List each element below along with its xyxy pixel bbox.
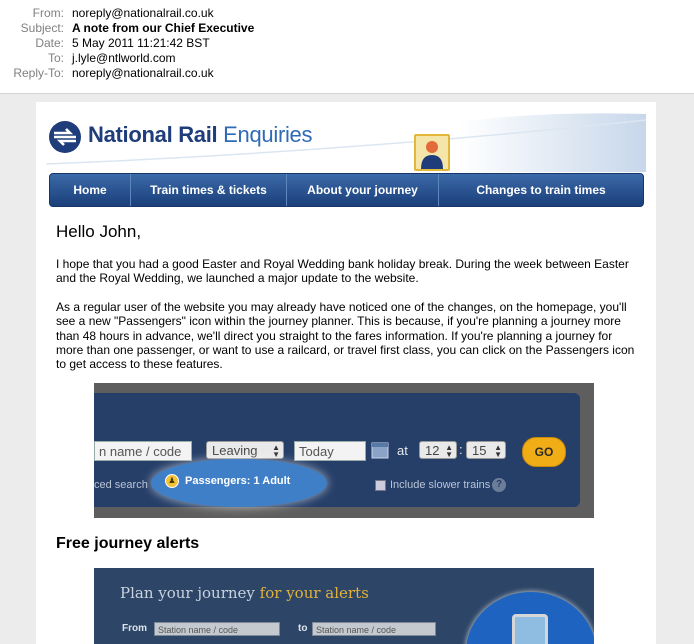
leaving-select xyxy=(206,441,284,459)
header-label: To: xyxy=(47,51,64,65)
passengers-highlight xyxy=(151,459,327,507)
avatar xyxy=(414,134,450,171)
header-value[interactable]: noreply@nationalrail.co.uk xyxy=(72,6,214,20)
go-button: GO xyxy=(522,437,566,467)
banner xyxy=(46,112,646,172)
paragraph-2: As a regular user of the website you may already have noticed one of the changes, on the homepage, you'll see a new "Passengers" icon within the journey planner. This is because, if you're planning a journey more than 48 hours in advance, we'll direct you straight to the fares information. If you're planning a journey for more than one passenger, or want to use a railcard, or travel first class, you can click on the Passengers icon to get access to these features. xyxy=(56,300,635,372)
stepper-arrows-icon: ▲ ▼ xyxy=(272,443,280,459)
advanced-search-link: ced search xyxy=(94,479,148,491)
person-icon xyxy=(416,136,448,169)
time-colon: : xyxy=(459,442,463,457)
nav-train-times[interactable]: Train times & tickets xyxy=(150,183,267,197)
minute-value: 15 xyxy=(472,443,487,458)
date-field: Today xyxy=(294,441,366,461)
header-label: Subject: xyxy=(20,21,64,35)
hour-value: 12 xyxy=(425,443,440,458)
minute-select xyxy=(466,441,506,459)
from-label: From xyxy=(122,623,147,634)
section-heading: Free journey alerts xyxy=(56,535,200,552)
passengers-label: Passengers: 1 Adult xyxy=(185,475,291,487)
plan-title-part-2: for your alerts xyxy=(259,584,369,602)
mobile-phone-icon xyxy=(512,614,548,644)
header-label: Reply-To: xyxy=(13,66,64,80)
brand-part-1: National Rail xyxy=(88,122,218,147)
to-label: to xyxy=(298,623,308,634)
passengers-icon: ♟ xyxy=(165,474,179,488)
at-label: at xyxy=(397,443,408,458)
header-label: From: xyxy=(32,6,64,20)
paragraph-1: I hope that you had a good Easter and Royal Wedding bank holiday break. During the week between Easter and the Royal Wedding, we launched a major update to the website. xyxy=(56,257,629,286)
nav-home[interactable]: Home xyxy=(73,183,107,197)
journey-planner-screenshot xyxy=(94,383,594,518)
header-value[interactable]: noreply@nationalrail.co.uk xyxy=(72,66,214,80)
station-field: n name / code xyxy=(94,441,192,461)
slower-trains-label: Include slower trains xyxy=(390,479,491,491)
greeting: Hello John, xyxy=(56,222,142,241)
plan-title-part-1: Plan your journey xyxy=(120,584,260,602)
journey-alerts-screenshot xyxy=(94,568,594,644)
nav-about-journey[interactable]: About your journey xyxy=(307,183,418,197)
stepper-arrows-icon: ▲ ▼ xyxy=(445,443,453,459)
leaving-value: Leaving xyxy=(212,443,258,458)
hour-select xyxy=(419,441,457,459)
from-field: Station name / code xyxy=(154,622,280,636)
header-value: 5 May 2011 11:21:42 BST xyxy=(72,36,210,50)
calendar-icon xyxy=(371,442,389,459)
header-label: Date: xyxy=(35,36,64,50)
brand-part-2: Enquiries xyxy=(217,122,313,147)
email-headers xyxy=(0,0,694,92)
header-value[interactable]: j.lyle@ntlworld.com xyxy=(72,51,176,65)
nav-bar xyxy=(49,173,644,207)
header-value: A note from our Chief Executive xyxy=(72,21,255,35)
to-field: Station name / code xyxy=(312,622,436,636)
help-icon: ? xyxy=(492,478,506,492)
slower-trains-checkbox xyxy=(375,480,386,491)
stepper-arrows-icon: ▲ ▼ xyxy=(494,443,502,459)
email-content xyxy=(36,102,656,644)
national-rail-logo-icon[interactable] xyxy=(48,120,82,154)
nav-changes[interactable]: Changes to train times xyxy=(476,183,606,197)
plan-journey-title xyxy=(120,584,369,602)
journey-planner-panel xyxy=(94,393,580,507)
brand-name xyxy=(88,122,312,148)
